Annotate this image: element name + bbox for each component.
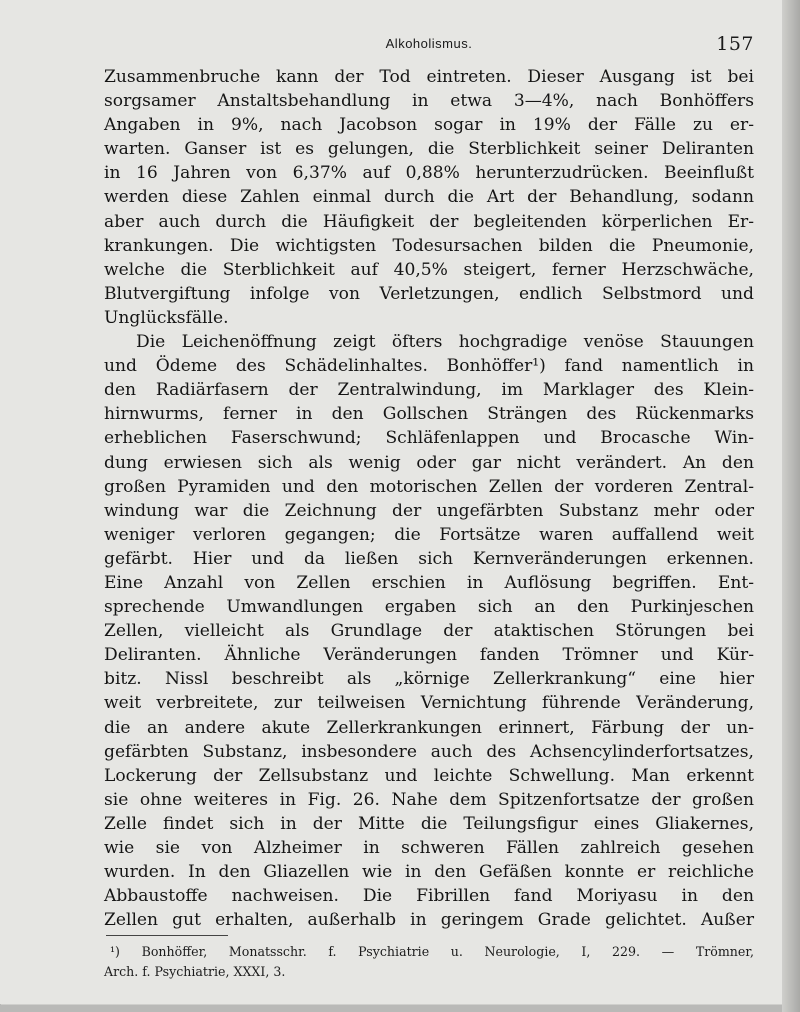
text-line: Zellen gut erhalten, außerhalb in geringem Grade gelichtet. Außer	[104, 910, 754, 931]
text-line: weit verbreitete, zur teilweisen Vernichtung führende Veränderung,	[104, 693, 754, 714]
text-line: Lockerung der Zellsubstanz und leichte Schwellung. Man erkennt	[104, 765, 754, 786]
text-line: sie ohne weiteres in Fig. 26. Nahe dem Spitzenfortsatze der großen	[104, 789, 754, 810]
text-line: sorgsamer Anstaltsbehandlung in etwa 3—4%, nach Bonhöffers	[104, 91, 754, 112]
text-line: wie sie von Alzheimer in schweren Fällen zahlreich gesehen	[104, 838, 754, 858]
text-line: den Radiärfasern der Zentralwindung, im Marklager des Klein-	[104, 380, 754, 401]
text-line: Zellen, vielleicht als Grundlage der ataktischen Störungen bei	[104, 621, 754, 642]
text-line: werden diese Zahlen einmal durch die Art der Behandlung, sodann	[104, 187, 754, 208]
text-line: gefärbt. Hier und da ließen sich Kernveränderungen erkennen.	[104, 548, 754, 569]
text-line: windung war die Zeichnung der ungefärbten Substanz mehr oder	[104, 500, 754, 521]
text-line: Eine Anzahl von Zellen erschien in Auflösung begriffen. Ent-	[104, 572, 754, 593]
text-line: in 16 Jahren von 6,37% auf 0,88% herunterzudrücken. Beeinflußt	[104, 163, 754, 184]
text-line: bitz. Nissl beschreibt als „körnige Zellerkrankung“ eine hier	[104, 669, 754, 690]
footnote-divider	[106, 935, 228, 936]
page-number: 157	[716, 33, 754, 55]
footnotes	[104, 942, 754, 982]
text-line: hirnwurms, ferner in den Gollschen Strängen des Rückenmarks	[104, 404, 754, 425]
footnote-line: ¹) Bonhöffer, Monatsschr. f. Psychiatrie u. Neurologie, I, 229. — Trömner,	[110, 944, 754, 959]
text-line: sprechende Umwandlungen ergaben sich an den Purkinjeschen	[104, 597, 754, 618]
text-line: erheblichen Faserschwund; Schläfenlappen und Brocasche Win-	[104, 428, 754, 449]
body-text	[104, 65, 754, 932]
text-line: Die Leichenöffnung zeigt öfters hochgradige venöse Stauungen	[136, 332, 754, 353]
running-title: Alkoholismus.	[385, 36, 473, 51]
text-line: warten. Ganser ist es gelungen, die Sterblichkeit seiner Deliranten	[104, 139, 754, 160]
text-line: dung erwiesen sich als wenig oder gar nicht verändert. An den	[104, 452, 754, 473]
text-line: großen Pyramiden und den motorischen Zellen der vorderen Zentral-	[104, 476, 754, 497]
text-line: Angaben in 9%, nach Jacobson sogar in 19% der Fälle zu er-	[104, 115, 754, 136]
text-line: aber auch durch die Häufigkeit der begleitenden körperlichen Er-	[104, 211, 754, 232]
text-line: weniger verloren gegangen; die Fortsätze waren auffallend weit	[104, 524, 754, 545]
text-line: Unglücksfälle.	[104, 307, 229, 328]
text-line: Abbaustoffe nachweisen. Die Fibrillen fand Moriyasu in den	[104, 886, 754, 907]
text-line: Zusammenbruche kann der Tod eintreten. Dieser Ausgang ist bei	[104, 67, 754, 87]
text-line: krankungen. Die wichtigsten Todesursachen bilden die Pneumonie,	[104, 235, 754, 256]
footnote-line: Arch. f. Psychiatrie, XXXI, 3.	[104, 964, 286, 979]
page-header	[104, 34, 754, 56]
page-edge	[782, 0, 800, 1012]
text-line: Deliranten. Ähnliche Veränderungen fanden Trömner und Kür-	[104, 645, 754, 666]
text-line: Blutvergiftung infolge von Verletzungen, endlich Selbstmord und	[104, 283, 754, 304]
text-line: und Ödeme des Schädelinhaltes. Bonhöffer¹) fand namentlich in	[104, 356, 754, 377]
text-line: Zelle findet sich in der Mitte die Teilungsfigur eines Gliakernes,	[104, 813, 754, 834]
text-line: wurden. In den Gliazellen wie in den Gefäßen konnte er reichliche	[104, 862, 754, 883]
text-line: welche die Sterblichkeit auf 40,5% steigert, ferner Herzschwäche,	[104, 259, 754, 280]
text-line: gefärbten Substanz, insbesondere auch des Achsencylinderfortsatzes,	[104, 741, 754, 762]
text-line: die an andere akute Zellerkrankungen erinnert, Färbung der un-	[104, 717, 754, 738]
